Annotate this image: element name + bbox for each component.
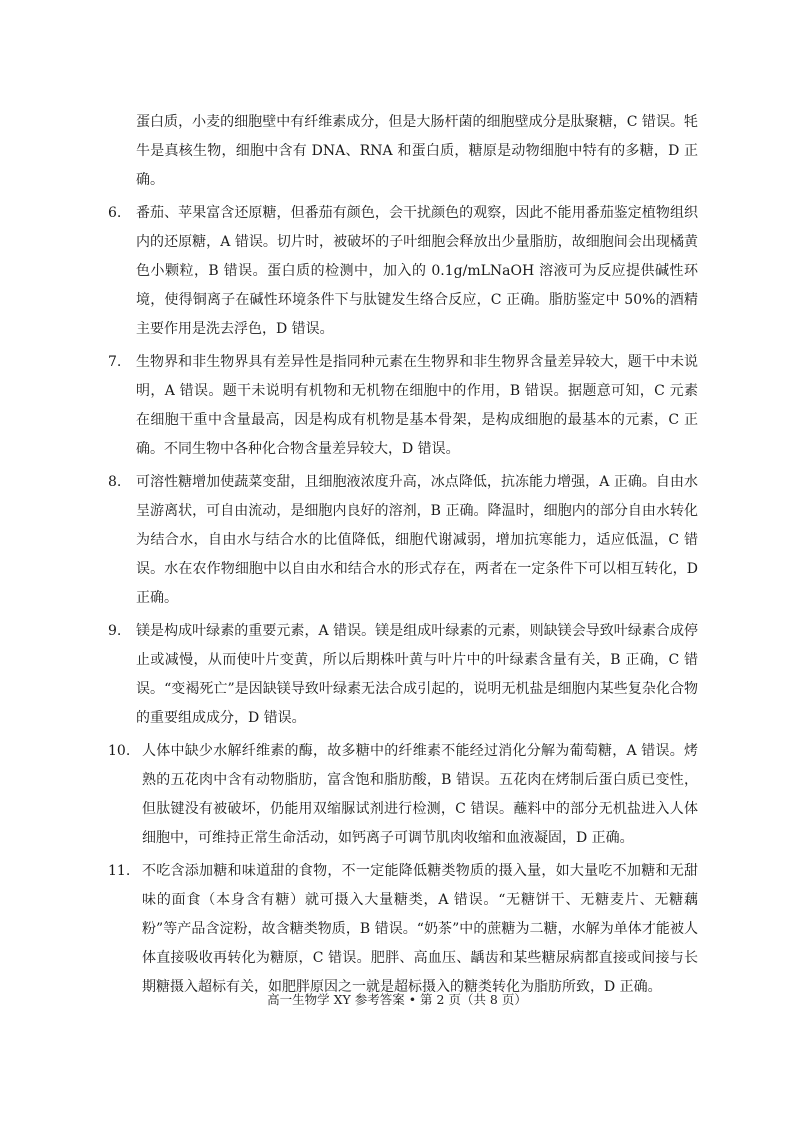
item-text: 可溶性糖增加使蔬菜变甜，且细胞液浓度升高，冰点降低，抗冻能力增强，A 正确。自由水呈游离状，可自由流动，是细胞内良好的溶剂，B 正确。降温时，细胞内的部分自由水转化为结合水，自由水与结合水的比值降低，细胞代谢减弱，增加抗寒能力，适应低温，C 错误。水在农作物细胞中以自由水和结合水的形式存在，两者在一定条件下可以相互转化，D 正确。 [136,474,698,606]
item-text: 番茄、苹果富含还原糖，但番茄有颜色，会干扰颜色的观察，因此不能用番茄鉴定植物组织内的还原糖，A 错误。切片时，被破坏的子叶细胞会释放出少量脂肪，故细胞间会出现橘黄色小颗粒，B 错误。蛋白质的检测中，加入的 0.1g/mLNaOH 溶液可为反应提供碱性环境，使得铜离子在碱性环境条件下与肽键发生络合反应，C 正确。脂肪鉴定中 50%的酒精主要作用是洗去浮色，D 错误。 [136,205,698,337]
continuation-paragraph: 蛋白质，小麦的细胞壁中有纤维素成分，但是大肠杆菌的细胞壁成分是肽聚糖，C 错误。牦牛是真核生物，细胞中含有 DNA、RNA 和蛋白质，糖原是动物细胞中特有的多糖，D 正确。 [136,114,698,188]
answer-item-10 [108,737,698,853]
item-text: 镁是构成叶绿素的重要元素，A 错误。镁是组成叶绿素的元素，则缺镁会导致叶绿素合成停止或减慢，从而使叶片变黄，所以后期株叶黄与叶片中的叶绿素含量有关，B 正确，C 错误。“变褐死亡”是因缺镁导致叶绿素无法合成引起的，说明无机盐是细胞内某些复杂化合物的重要组成成分，D 错误。 [136,623,698,726]
item-number: 9. [108,623,122,639]
item-number: 6. [108,205,122,221]
item-number: 10. [108,743,131,759]
item-text: 人体中缺少水解纤维素的酶，故多糖中的纤维素不能经过消化分解为葡萄糖，A 错误。烤熟的五花肉中含有动物脂肪，富含饱和脂肪酸，B 错误。五花肉在烤制后蛋白质已变性，但肽键没有被破坏，仍能用双缩脲试剂进行检测，C 错误。蘸料中的部分无机盐进入人体细胞中，可维持正常生命活动，如钙离子可调节肌肉收缩和血液凝固，D 正确。 [142,743,698,846]
answer-content [108,108,698,1002]
item-number: 11. [108,863,131,879]
answer-item-11 [108,857,698,1002]
item-number: 7. [108,354,122,370]
answer-item-7 [108,348,698,464]
item-text: 不吃含添加糖和味道甜的食物，不一定能降低糖类物质的摄入量，如大量吃不加糖和无甜味的面食（本身含有糖）就可摄入大量糖类，A 错误。“无糖饼干、无糖麦片、无糖藕粉”等产品含淀粉，故含糖类物质，B 错误。“奶茶”中的蔗糖为二糖，水解为单体才能被人体直接吸收再转化为糖原，C 错误。肥胖、高血压、龋齿和某些糖尿病都直接或间接与长期糖摄入超标有关，如肥胖原因之一就是超标摄入的糖类转化为脂肪所致，D 正确。 [142,863,698,995]
answer-item-9 [108,617,698,733]
answer-item-6 [108,199,698,344]
item-number: 8. [108,474,122,490]
page-footer: 高一生物学 XY 参考答案 • 第 2 页（共 8 页） [267,992,527,1007]
item-text: 生物界和非生物界具有差异性是指同种元素在生物界和非生物界含量差异较大，题干中未说明，A 错误。题干未说明有机物和无机物在细胞中的作用，B 错误。据题意可知，C 元素在细胞干重中含量最高，因是构成有机物是基本骨架，是构成细胞的最基本的元素，C 正确。不同生物中各种化合物含量差异较大，D 错误。 [136,354,698,457]
answer-item-8 [108,468,698,613]
